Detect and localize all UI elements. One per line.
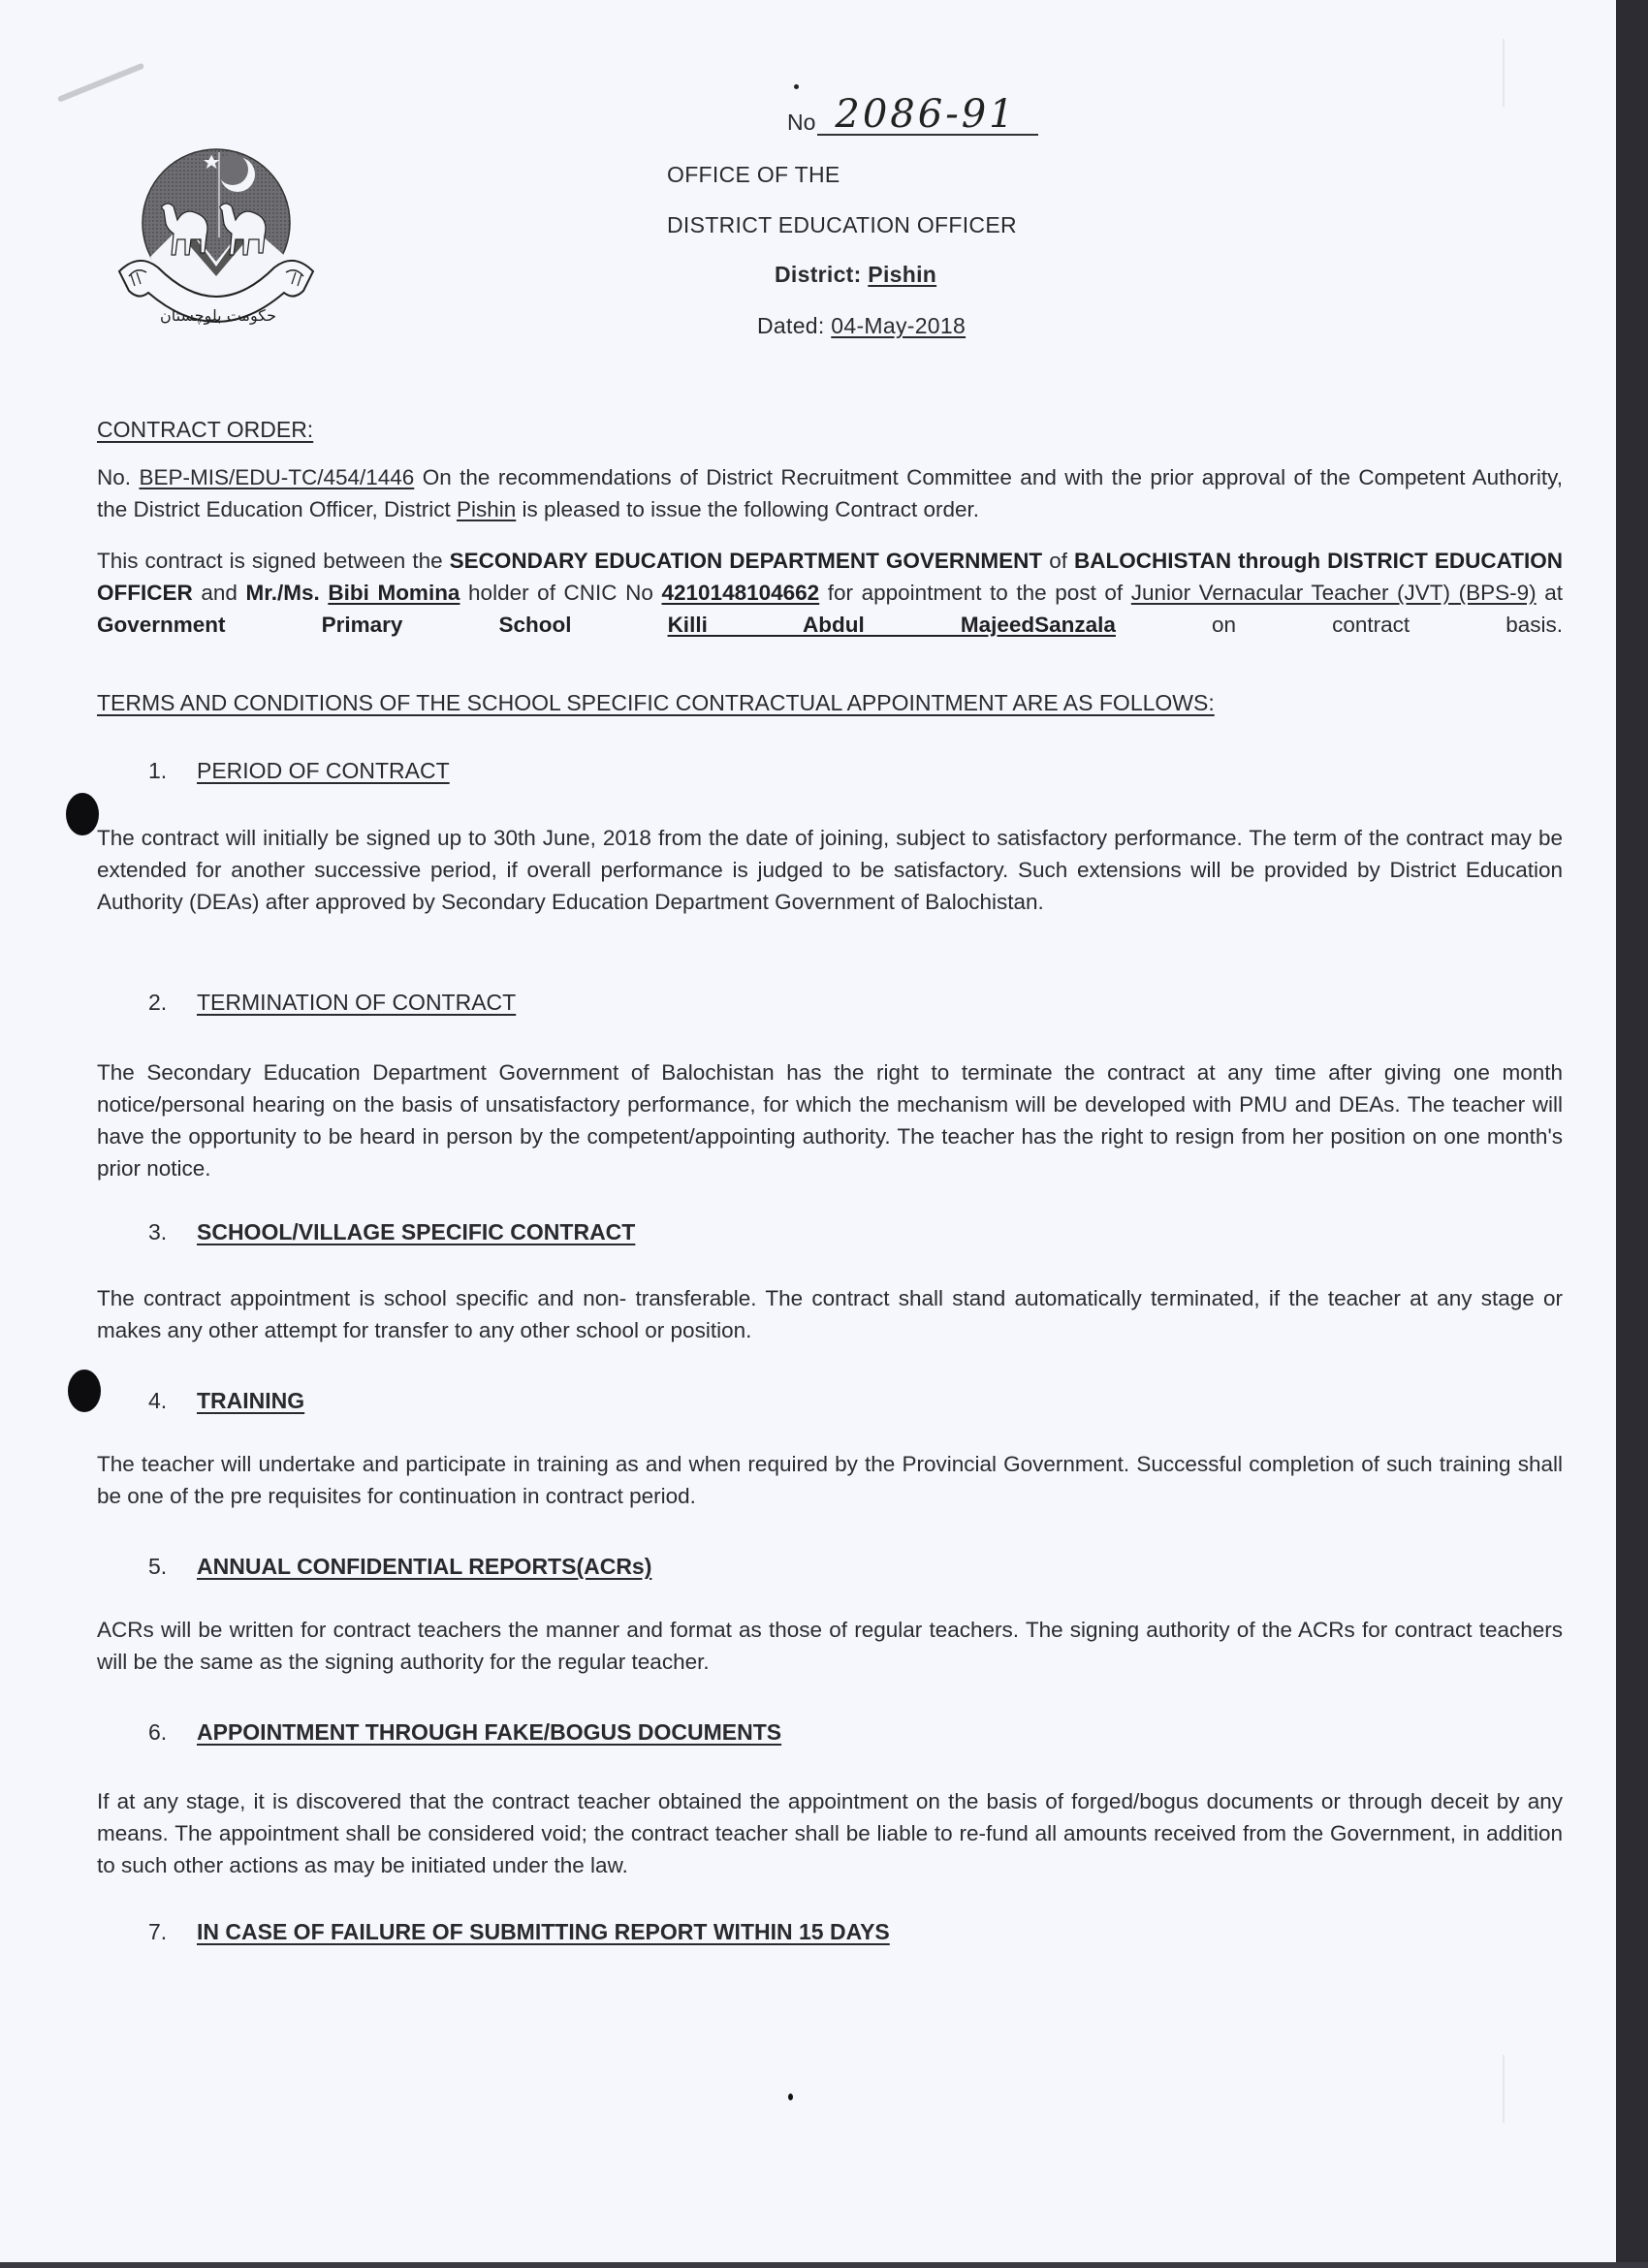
section-6-title — [148, 1719, 781, 1746]
section-4-body: The teacher will undertake and participate in training as and when required by the Provincial Government. Successful completion of such training shall be one of the pre requisites for continuation in contract period. — [97, 1452, 1563, 1508]
section-title-text: TRAINING — [197, 1388, 305, 1413]
scan-speck — [794, 84, 799, 89]
section-title-text: ANNUAL CONFIDENTIAL REPORTS(ACRs) — [197, 1554, 652, 1579]
section-3-title — [148, 1219, 635, 1245]
scan-scratch-mark — [57, 63, 144, 103]
section-2-body: The Secondary Education Department Government of Balochistan has the right to terminate the contract at any time after giving one month notice/personal hearing on the basis of unsatisfactory performance, for which the mechanism will be developed with PMU and DEAs. The teacher will have the opportunity to be heard in person by the competent/appointing authority. The teacher has the right to resign from her position on one month's prior notice. — [97, 1060, 1563, 1181]
text: at — [1536, 581, 1564, 605]
district-name: Pishin — [456, 497, 517, 521]
section-title-text: SCHOOL/VILLAGE SPECIFIC CONTRACT — [197, 1219, 636, 1244]
section-3-body: The contract appointment is school specific and non- transferable. The contract shall stand automatically terminated, if the teacher at any stage or makes any other attempt for transfer to any other school or position. — [97, 1286, 1563, 1342]
appointee-name: Bibi Momina — [328, 581, 460, 605]
dated-line — [757, 313, 966, 339]
punch-hole-icon — [66, 793, 99, 835]
section-6-body: If at any stage, it is discovered that the contract teacher obtained the appointment on the basis of forged/bogus documents or through deceit by any means. The appointment shall be considered void; the contract teacher shall be liable to re-fund all amounts received from the Government, in addition to such other actions as may be initiated under the law. — [97, 1789, 1563, 1877]
balochistan-government-logo-icon — [102, 131, 334, 344]
post-title: Junior Vernacular Teacher (JVT) (BPS-9) — [1130, 581, 1537, 605]
section-title-text: IN CASE OF FAILURE OF SUBMITTING REPORT WITHIN 15 DAYS — [197, 1919, 890, 1944]
contract-order-heading: CONTRACT ORDER: — [97, 417, 314, 442]
scan-speck — [788, 2094, 793, 2100]
section-2-title — [148, 990, 516, 1016]
title-prefix: Mr./Ms. — [245, 581, 329, 605]
text: of — [1042, 549, 1075, 573]
section-7-title — [148, 1919, 890, 1945]
punch-hole-icon — [68, 1370, 101, 1412]
school-name: Killi Abdul MajeedSanzala — [667, 613, 1116, 637]
scan-crease — [1503, 39, 1505, 107]
department-name: SECONDARY EDUCATION DEPARTMENT GOVERNMENT — [449, 549, 1043, 573]
text: and — [192, 581, 246, 605]
section-4-title — [148, 1388, 304, 1414]
section-number: 7. — [148, 1919, 168, 1944]
text: for appointment to the post of — [819, 581, 1131, 605]
reference-number: BEP-MIS/EDU-TC/454/1446 — [139, 465, 415, 489]
section-number: 6. — [148, 1719, 168, 1745]
document-number-label: No — [787, 110, 816, 135]
section-title-text: PERIOD OF CONTRACT — [197, 758, 450, 783]
terms-heading: TERMS AND CONDITIONS OF THE SCHOOL SPECIFIC CONTRACTUAL APPOINTMENT ARE AS FOLLOWS: — [97, 690, 1215, 715]
dated-label: Dated: — [757, 313, 832, 338]
handwritten-document-number: 2086-91 — [817, 95, 1038, 136]
section-title-text: TERMINATION OF CONTRACT — [197, 990, 517, 1015]
contract-parties-paragraph — [97, 545, 1563, 641]
section-1-body: The contract will initially be signed up to 30th June, 2018 from the date of joining, subject to satisfactory performance. The term of the contract may be extended for another successive period, if overall performance is judged to be satisfactory. Such extensions will be provided by District Education Authority (DEAs) after approved by Secondary Education Department Government of Balochistan. — [97, 826, 1563, 914]
text: This contract is signed between the — [97, 549, 450, 573]
district-value: Pishin — [868, 262, 937, 287]
text: on contract basis. — [1115, 613, 1563, 637]
school-prefix: Government Primary School — [97, 613, 668, 637]
text: holder of CNIC No — [460, 581, 662, 605]
district-label: District: — [775, 262, 869, 287]
contract-order-paragraph — [97, 461, 1563, 525]
section-number: 1. — [148, 758, 168, 783]
section-number: 3. — [148, 1219, 168, 1244]
dated-value: 04-May-2018 — [831, 313, 967, 338]
cnic-number: 4210148104662 — [661, 581, 820, 605]
district-line — [775, 262, 936, 288]
section-5-body: ACRs will be written for contract teachers the manner and format as those of regular teachers. The signing authority of the ACRs for contract teachers will be the same as the signing authority for the regular teacher. — [97, 1618, 1563, 1674]
section-number: 2. — [148, 990, 168, 1015]
section-5-title — [148, 1554, 651, 1580]
text: is pleased to issue the following Contract order. — [516, 497, 980, 521]
section-number: 5. — [148, 1554, 168, 1579]
document-number — [787, 92, 1038, 137]
authority-name: BALOCHISTAN through DISTRICT EDUCATION OFFICER — [97, 549, 1563, 605]
scan-border-bottom — [0, 2262, 1648, 2268]
office-title-line2: DISTRICT EDUCATION OFFICER — [667, 212, 1017, 237]
scan-border-right — [1616, 0, 1648, 2268]
text: No. — [97, 465, 140, 489]
text: On the recommendations of District Recruitment Committee and with the prior approval of the Competent Authority, the District Education Officer, District — [97, 465, 1564, 521]
office-title-line1: OFFICE OF THE — [667, 162, 840, 187]
section-number: 4. — [148, 1388, 168, 1413]
scan-crease — [1503, 2055, 1505, 2123]
svg-text:حکومت بلوچستان: حکومت بلوچستان — [160, 306, 276, 325]
section-title-text: APPOINTMENT THROUGH FAKE/BOGUS DOCUMENTS — [197, 1719, 782, 1745]
section-1-title — [148, 758, 450, 784]
